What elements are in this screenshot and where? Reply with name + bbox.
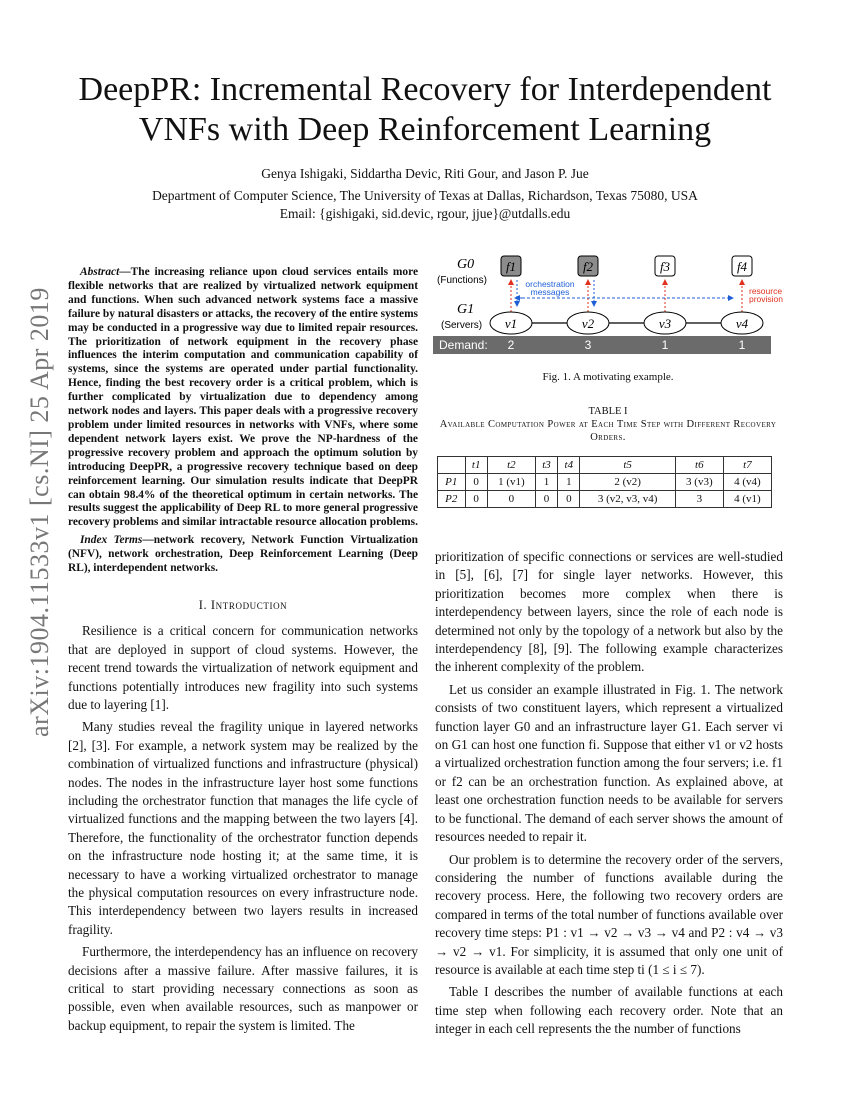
- function-label: f1: [505, 259, 517, 274]
- paragraph: Let us consider an example illustrated in Fig. 1. The network consists of two constituent layers, which represent a virtualized function layer G0 and an infrastructure layer G1. Each server vi on G1 can host one function fi. Suppose that either v1 or v2 hosts a virtualized orchestration function among the four servers; i.e. f1 or f2 can be an orchestration function. As explained above, at least one orchestration function needs to be available for servers to be functional. The demand of each server shows the amount of resources needed to repair it.: [435, 681, 783, 845]
- paper-title: DeepPR: Incremental Recovery for Interdependent VNFs with Deep Reinforcement Learning: [78, 71, 772, 148]
- table-cell: 3 (v3): [675, 474, 723, 491]
- table-cell: 0: [465, 474, 487, 491]
- paragraph: Our problem is to determine the recovery order of the servers, considering the number of functions available during the recovery process. Here, the following two recovery orders are compared in terms of the total number of functions available over recovery time steps: P1 : v1 → v2 → v3 → v4 and P2 : v4 → v3 → v2 → v1. For simplicity, it is assumed that only one unit of resource is available at each time step ti (1 ≤ i ≤ 7).: [435, 851, 783, 977]
- paragraph: Table I describes the number of available functions at each time step when following each recovery order. Note that an integer in each cell represents the the number of functions: [435, 984, 783, 1037]
- demand-value: 2: [507, 338, 515, 352]
- g0-label: G0: [457, 257, 475, 272]
- table-cell: 2 (v2): [580, 474, 675, 491]
- paragraph: Many studies reveal the fragility unique in layered networks [2], [3]. For example, a network system may be realized by the combination of virtualized functions and infrastructure (physical) nodes. The nodes in the infrastructure layer host some functions including the orchestrator function that manages the life cycle of virtualized functions and the mapping between the two layers [4]. Therefore, the functionality of the orchestrator function depends on the infrastructure node hosting it; at the same time, it is necessary to have a working virtualized orchestrator to manage the physical computation resources on every infrastructure node. This interdependency between two layers results in increased fragility.: [68, 719, 418, 937]
- table-cell: 3 (v2, v3, v4): [580, 491, 675, 508]
- affiliation: Department of Computer Science, The University of Texas at Dallas, Richardson, Texas 75080, USA: [152, 188, 698, 203]
- figure-motivating-example: [433, 250, 783, 360]
- function-label: f2: [582, 259, 594, 274]
- resource-label: provision: [749, 294, 783, 304]
- paragraph: Furthermore, the interdependency has an influence on recovery decisions after a massive failure. After massive failures, it is critical to start providing necessary connections as soon as possible, even when available resources, such as manpower or backup equipment, to repair the system is limited. The: [68, 944, 418, 1033]
- table-header: t4: [558, 457, 580, 474]
- table-number: TABLE I: [588, 406, 628, 417]
- table-cell: 1: [535, 474, 557, 491]
- table-title: Available Computation Power at Each Time Step with Different Recovery Orders.: [439, 419, 777, 443]
- right-column: [435, 548, 783, 1043]
- table-cell: 0: [465, 491, 487, 508]
- g0-sublabel: (Functions): [437, 275, 488, 286]
- email: Email: {gishigaki, sid.devic, rgour, jjue}@utdalls.edu: [279, 206, 571, 221]
- table-cell: 1: [558, 474, 580, 491]
- table-row: [438, 474, 772, 491]
- recovery-table: [437, 456, 772, 508]
- abstract-lead: Abstract: [80, 266, 120, 278]
- table-cell: 0: [558, 491, 580, 508]
- left-column: [68, 266, 418, 1039]
- server-label: v4: [735, 316, 749, 331]
- table-row: [438, 491, 772, 508]
- author-block: [60, 165, 790, 223]
- index-terms-text: —network recovery, Network Function Virtualization (NFV), network orchestration, Deep Reinforcement Learning (Deep RL), interdependent networks.: [68, 534, 418, 575]
- abstract-text: —The increasing reliance upon cloud services entails more flexible networks that are realized by virtualized network equipment and functions. When such advanced network systems face a massive failure by natural disasters or attacks, the recovery of the entire systems may be conducted in a progressive way due to limited repair resources. The prioritization of network equipment in the recovery phase influences the interim computation and communication capability of systems, since the systems are operated under partial functionality. Hence, finding the best recovery order is a critical problem, which is further complicated by virtualization due to dependency among network nodes and layers. This paper deals with a progressive recovery problem under limited resources in networks with VNFs, where some dependent network layers exist. We prove the NP-hardness of the progressive recovery problem and approach the optimum solution by introducing DeepPR, a progressive recovery technique based on deep reinforcement learning. Our simulation results indicate that DeepPR can obtain 98.4% of the theoretical optimum in certain networks. The results suggest the applicability of Deep RL to more general progressive recovery problems and similar intractable resource allocation problems.: [68, 266, 418, 529]
- function-label: f3: [659, 259, 671, 274]
- table-cell: 3: [675, 491, 723, 508]
- table-cell: 1 (v1): [487, 474, 535, 491]
- resource-label: resource: [749, 286, 783, 296]
- table-cell: 0: [535, 491, 557, 508]
- server-label: v3: [658, 316, 672, 331]
- demand-value: 3: [584, 338, 592, 352]
- demand-label: Demand:: [439, 338, 488, 352]
- table-header-row: [438, 457, 772, 474]
- table-header: t6: [675, 457, 723, 474]
- table-cell: P1: [438, 474, 466, 491]
- section-title: I. Introduction: [198, 597, 288, 612]
- index-terms-lead: Index Terms: [80, 534, 143, 547]
- table-header: t7: [723, 457, 771, 474]
- table-caption: [425, 405, 791, 444]
- table-cell: 4 (v1): [723, 491, 771, 508]
- authors: Genya Ishigaki, Siddartha Devic, Riti Gour, and Jason P. Jue: [261, 166, 589, 181]
- arxiv-id: arXiv:1904.11533v1 [cs.NI] 25 Apr 2019: [25, 287, 54, 737]
- g1-sublabel: (Servers): [441, 320, 483, 331]
- table-header: t5: [580, 457, 675, 474]
- table-cell: P2: [438, 491, 466, 508]
- function-label: f4: [736, 259, 748, 274]
- server-label: v2: [581, 316, 595, 331]
- figure-caption: Fig. 1. A motivating example.: [542, 371, 674, 383]
- demand-value: 1: [661, 338, 669, 352]
- paragraph: prioritization of specific connections or services are well-studied in [5], [6], [7] for single layer networks. However, this prioritization becomes more complex when there is interdependency between layers, since the role of each node is determined not only by the topology of a network but also by the interdependency [8], [9]. The following example characterizes the inherent complexity of the problem.: [435, 549, 783, 675]
- arxiv-sidebar: [20, 272, 60, 752]
- orchestration-label: orchestration: [525, 279, 575, 289]
- server-label: v1: [504, 316, 518, 331]
- orchestration-label: messages: [530, 287, 570, 297]
- table-header: [438, 457, 466, 474]
- table-header: t3: [535, 457, 557, 474]
- abstract: [68, 266, 418, 576]
- paragraph: Resilience is a critical concern for communication networks that are deployed in support of cloud systems. However, the recent trend towards the virtualization of network equipment and functions potentially introduces new fragility into such systems due to layering [1].: [68, 623, 418, 712]
- table-cell: 0: [487, 491, 535, 508]
- table-header: t2: [487, 457, 535, 474]
- g1-label: G1: [457, 302, 475, 317]
- table-cell: 4 (v4): [723, 474, 771, 491]
- table-header: t1: [465, 457, 487, 474]
- demand-value: 1: [738, 338, 746, 352]
